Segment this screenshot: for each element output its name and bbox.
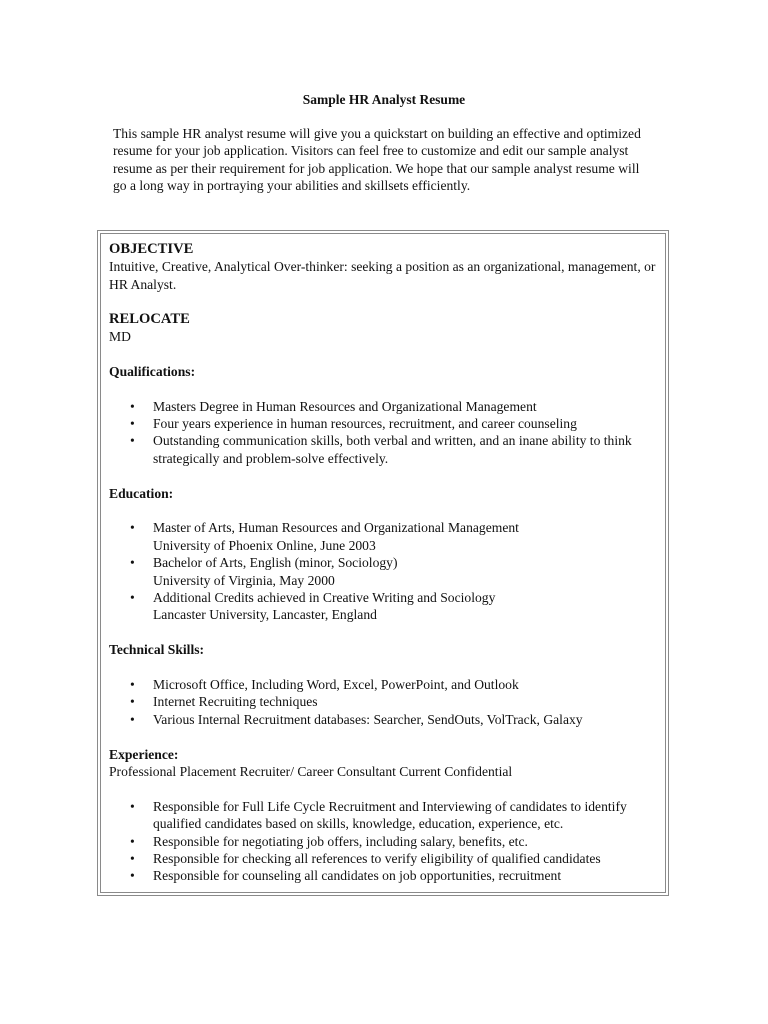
bullet-icon: •: [130, 851, 135, 867]
bullet-icon: •: [130, 868, 135, 884]
bullet-icon: •: [130, 398, 135, 414]
list-item: [109, 398, 665, 415]
relocate-heading: RELOCATE: [109, 310, 190, 327]
list-item: [109, 798, 665, 833]
education-school: University of Phoenix Online, June 2003: [153, 537, 376, 553]
qualification-text: Outstanding communication skills, both verbal and written, and an inane ability to think strategically and problem-solve effectively.: [153, 433, 632, 466]
list-item: [109, 711, 665, 728]
skill-text: Microsoft Office, Including Word, Excel, PowerPoint, and Outlook: [153, 677, 519, 693]
bullet-icon: •: [130, 590, 135, 606]
page-title: Sample HR Analyst Resume: [302, 92, 466, 107]
experience-text: Responsible for negotiating job offers, including salary, benefits, etc.: [153, 833, 528, 849]
list-item: [109, 519, 665, 554]
bullet-icon: •: [130, 711, 135, 727]
objective-text: Intuitive, Creative, Analytical Over-thinker: seeking a position as an organizational, management, or HR Analyst.: [109, 259, 656, 292]
experience-text: Responsible for counseling all candidates on job opportunities, recruitment: [153, 868, 562, 884]
bullet-icon: •: [130, 677, 135, 693]
qualifications-list: [109, 398, 665, 468]
list-item: [109, 676, 665, 693]
objective-heading: OBJECTIVE: [109, 241, 194, 257]
bullet-icon: •: [130, 798, 135, 814]
bullet-icon: •: [130, 833, 135, 849]
education-degree: Master of Arts, Human Resources and Organizational Management: [153, 520, 519, 536]
experience-text: Responsible for Full Life Cycle Recruitment and Interviewing of candidates to identify qualified candidates based on skills, knowledge, education, experience, etc.: [153, 798, 627, 832]
list-item: [109, 554, 665, 589]
education-school: University of Virginia, May 2000: [153, 572, 335, 588]
list-item: [109, 589, 665, 624]
list-item: [109, 693, 665, 710]
relocate-text: MD: [109, 329, 131, 345]
qualification-text: Masters Degree in Human Resources and Organizational Management: [153, 398, 537, 414]
education-school: Lancaster University, Lancaster, England: [153, 607, 377, 623]
experience-list: [109, 798, 665, 885]
education-degree: Additional Credits achieved in Creative Writing and Sociology: [153, 590, 496, 606]
list-item: [109, 415, 665, 432]
technical-skills-heading: Technical Skills:: [109, 642, 205, 658]
bullet-icon: •: [130, 433, 135, 449]
education-heading: Education:: [109, 485, 174, 501]
skill-text: Various Internal Recruitment databases: Searcher, SendOuts, VolTrack, Galaxy: [153, 711, 583, 727]
experience-heading: Experience:: [109, 746, 179, 762]
education-degree: Bachelor of Arts, English (minor, Sociology): [153, 555, 398, 571]
list-item: [109, 833, 665, 850]
list-item: [109, 850, 665, 867]
skill-text: Internet Recruiting techniques: [153, 694, 318, 710]
bullet-icon: •: [130, 520, 135, 536]
qualifications-heading: Qualifications:: [109, 363, 196, 379]
bullet-icon: •: [130, 555, 135, 571]
list-item: [109, 867, 665, 884]
bullet-icon: •: [130, 416, 135, 432]
education-list: [109, 519, 665, 623]
experience-text: Responsible for checking all references to verify eligibility of qualified candidates: [153, 851, 601, 867]
intro-paragraph: This sample HR analyst resume will give you a quickstart on building an effective and optimized resume for your job application. Visitors can feel free to customize and edit our sample analyst resume as per their requirement for job application. We hope that our sample analyst resume will go a long way in portraying your abilities and skillsets efficiently.: [113, 126, 641, 194]
technical-skills-list: [109, 676, 665, 728]
experience-position: Professional Placement Recruiter/ Career Consultant Current Confidential: [109, 764, 513, 780]
qualification-text: Four years experience in human resources, recruitment, and career counseling: [153, 416, 577, 432]
bullet-icon: •: [130, 694, 135, 710]
list-item: [109, 432, 665, 467]
resume-content: [109, 241, 665, 885]
